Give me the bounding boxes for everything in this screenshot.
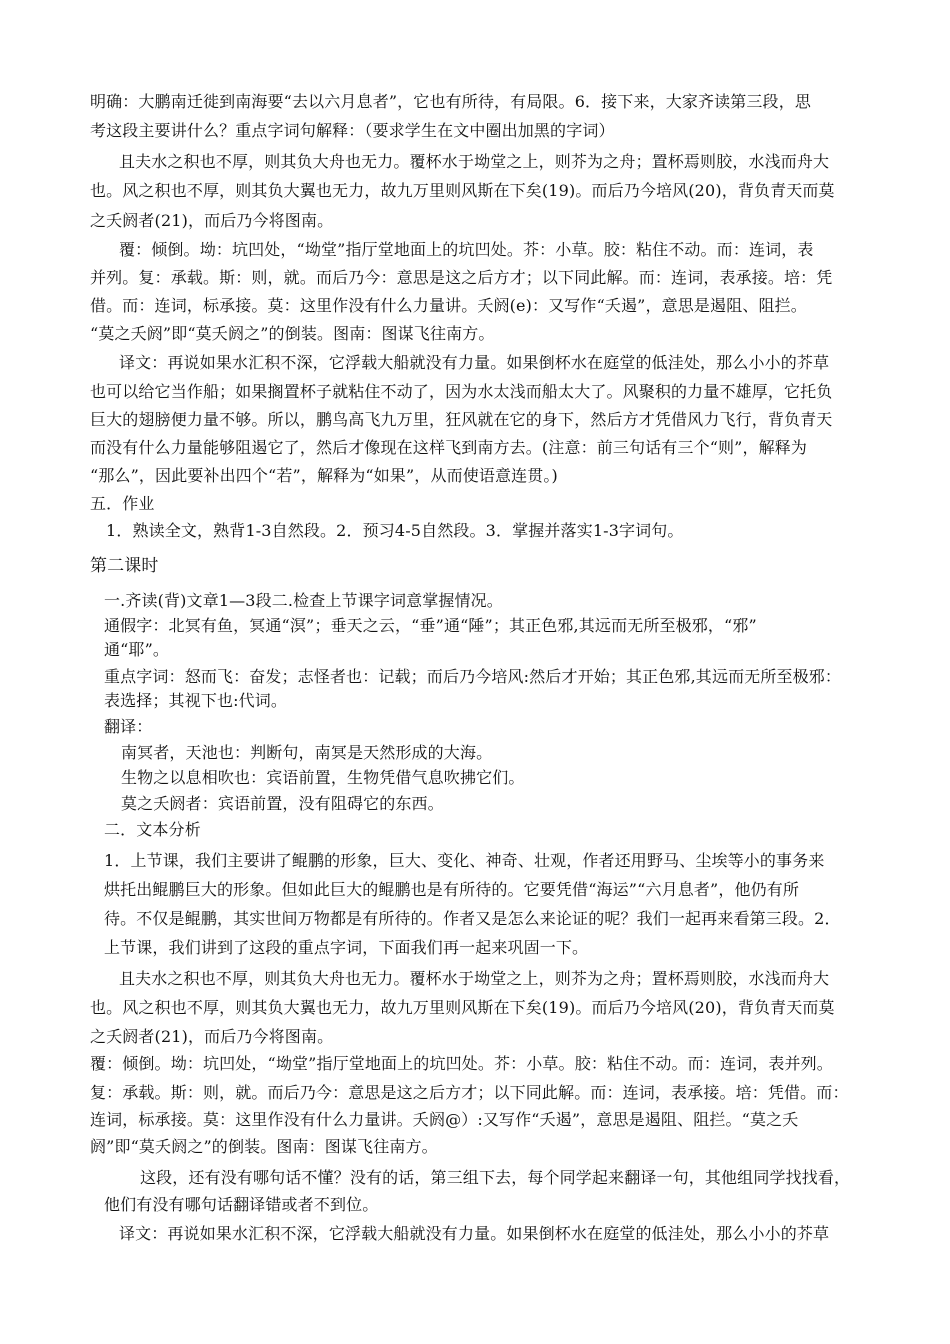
text-line: 通假字：北冥有鱼，冥通“溟”；垂天之云，“垂”通“陲”；其正色邪,其远而无所至极邪，“邪” <box>104 616 757 635</box>
text-line: 巨大的翅膀便力量不够。所以，鹏鸟高飞九万里，狂风就在它的身下，然后方才凭借风力飞行，背负青天 <box>90 410 833 429</box>
text-line: “那么”，因此要补出四个“若”，解释为“如果”，从而使语意连贯。) <box>90 466 558 485</box>
lesson-heading: 第二课时 <box>90 556 159 576</box>
text-line: 之夭阏者(21)，而后乃今将图南。 <box>90 211 334 230</box>
text-line: 一.齐读(背)文章1—3段二.检查上节课字词意掌握情况。 <box>104 591 503 610</box>
text-line: 且夫水之积也不厚，则其负大舟也无力。覆杯水于坳堂之上，则芥为之舟；置杯焉则胶，水浅而舟大 <box>119 152 830 171</box>
text-line: 连词，标承接。莫：这里作没有什么力量讲。夭阏@）:又写作“夭遏”，意思是遏阻、阻拦。“莫之夭 <box>90 1110 799 1129</box>
text-line: 生物之以息相吹也：宾语前置，生物凭借气息吹拂它们。 <box>121 768 525 787</box>
text-line: 而没有什么力量能够阻遏它了，然后才像现在这样飞到南方去。(注意：前三句话有三个“则”，解释为 <box>90 438 808 457</box>
section-heading: 五．作业 <box>90 494 155 513</box>
text-line: 译文：再说如果水汇积不深，它浮载大船就没有力量。如果倒杯水在庭堂的低洼处，那么小小的芥草 <box>119 1224 830 1243</box>
text-line: 他们有没有哪句话翻译错或者不到位。 <box>104 1195 379 1214</box>
text-line: 这段，还有没有哪句话不懂？没有的话，第三组下去，每个同学起来翻译一句，其他组同学找找看， <box>140 1168 851 1187</box>
text-line: 复：承载。斯：则，就。而后乃今：意思是这之后方才；以下同此解。而：连词，表承接。培：凭借。而： <box>90 1083 849 1102</box>
text-line: 翻译： <box>104 717 153 736</box>
text-line: 并列。复：承载。斯：则，就。而后乃今：意思是这之后方才；以下同此解。而：连词，表承接。培：凭 <box>90 268 833 287</box>
text-line: 且夫水之积也不厚，则其负大舟也无力。覆杯水于坳堂之上，则芥为之舟；置杯焉则胶，水浅而舟大 <box>119 969 830 988</box>
text-line: 表选择；其视下也:代词。 <box>104 691 288 710</box>
text-line: 上节课，我们讲到了这段的重点字词，下面我们再一起来巩固一下。 <box>104 938 589 957</box>
text-line: 烘托出鲲鹏巨大的形象。但如此巨大的鲲鹏也是有所待的。它要凭借“海运”“六月息者”，他仍有所 <box>104 880 800 899</box>
text-line: 覆：倾倒。坳：坑凹处，“坳堂”指厅堂地面上的坑凹处。芥：小草。胶：粘住不动。而：连词，表并列。 <box>90 1054 833 1073</box>
text-line: 覆：倾倒。坳：坑凹处，“坳堂”指厅堂地面上的坑凹处。芥：小草。胶：粘住不动。而：连词，表 <box>119 240 814 259</box>
text-line: 重点字词：怒而飞：奋发；志怪者也：记载；而后乃今培风:然后才开始；其正色邪,其远而无所至极邪： <box>104 667 842 686</box>
text-line: 考这段主要讲什么？重点字词句解释：（要求学生在文中圈出加黑的字词） <box>90 121 615 140</box>
text-line: 通“耶”。 <box>104 640 170 659</box>
text-line: 译文：再说如果水汇积不深，它浮载大船就没有力量。如果倒杯水在庭堂的低洼处，那么小小的芥草 <box>119 353 830 372</box>
text-line: 1．上节课，我们主要讲了鲲鹏的形象，巨大、变化、神奇、壮观，作者还用野马、尘埃等小的事务来 <box>104 851 825 870</box>
text-line: 南冥者，天池也：判断句，南冥是天然形成的大海。 <box>121 743 493 762</box>
text-line: 明确：大鹏南迁徙到南海要“去以六月息者”，它也有所待，有局限。6．接下来，大家齐读第三段，思 <box>90 92 811 111</box>
text-line: 之夭阏者(21)，而后乃今将图南。 <box>90 1027 334 1046</box>
text-line: 阏”即“莫夭阏之”的倒装。图南：图谋飞往南方。 <box>90 1137 438 1156</box>
text-line: 也。风之积也不厚，则其负大翼也无力，故九万里则风斯在下矣(19)。而后乃今培风(20)，背负青天而莫 <box>90 998 835 1017</box>
text-line: 也可以给它当作船；如果搁置杯子就粘住不动了，因为水太浅而船太大了。风聚积的力量不雄厚，它托负 <box>90 382 833 401</box>
text-line: 也。风之积也不厚，则其负大翼也无力，故九万里则风斯在下矣(19)。而后乃今培风(20)，背负青天而莫 <box>90 181 835 200</box>
text-line: 借。而：连词，标承接。莫：这里作没有什么力量讲。夭阏(e)：又写作“夭遏”，意思是遏阻、阻拦。 <box>90 296 807 315</box>
text-line: 莫之夭阏者：宾语前置，没有阻碍它的东西。 <box>121 794 444 813</box>
section-heading: 二．文本分析 <box>104 820 201 839</box>
text-line: “莫之夭阏”即“莫夭阏之”的倒装。图南：图谋飞往南方。 <box>90 324 495 343</box>
text-line: 待。不仅是鲲鹏，其实世间万物都是有所待的。作者又是怎么来论证的呢？我们一起再来看第三段。2． <box>104 909 841 928</box>
text-line: 1．熟读全文，熟背1-3自然段。2．预习4-5自然段。3．掌握并落实1-3字词句。 <box>106 521 684 540</box>
